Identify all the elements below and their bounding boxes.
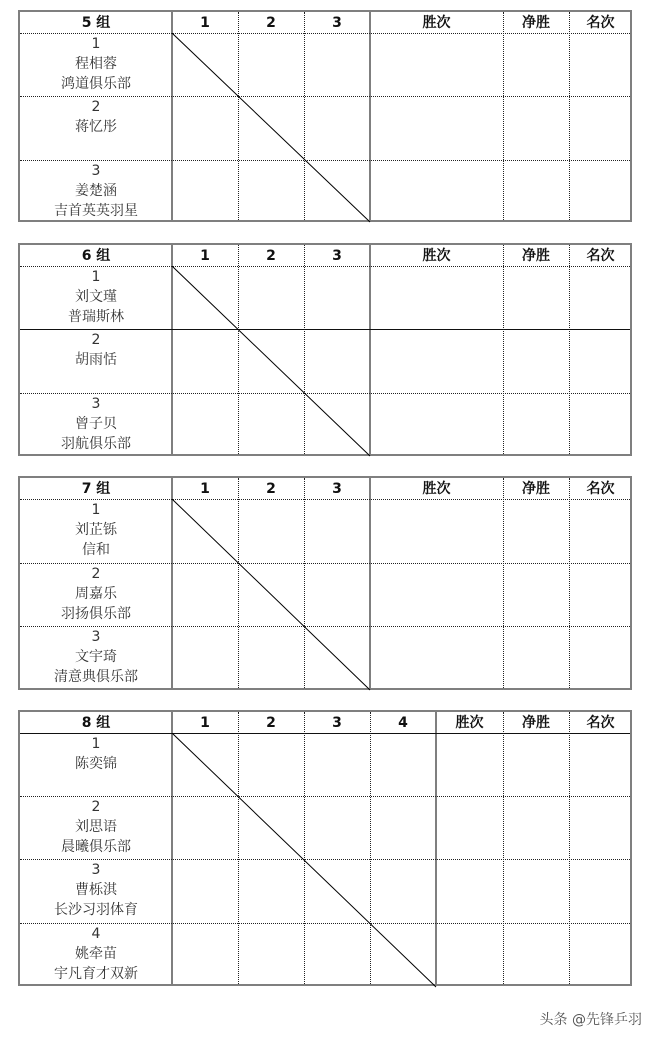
player-row-1 <box>20 500 172 560</box>
player-club: 羽扬俱乐部 <box>61 606 131 622</box>
stat-header-net: 净胜 <box>522 715 550 731</box>
stat-header-net: 净胜 <box>522 481 550 497</box>
col-header-1: 1 <box>200 248 210 264</box>
player-club: 长沙习羽体育 <box>54 902 138 918</box>
player-row-3 <box>20 860 172 920</box>
player-seed: 3 <box>91 862 101 878</box>
group-title: 6 组 <box>81 248 111 264</box>
player-seed: 1 <box>91 502 101 518</box>
player-name: 陈奕锦 <box>75 756 117 772</box>
player-row-2 <box>20 97 172 137</box>
divider <box>569 12 570 220</box>
player-seed: 1 <box>91 736 101 752</box>
col-header-2: 2 <box>266 715 276 731</box>
col-header-3: 3 <box>332 248 342 264</box>
player-club: 羽航俱乐部 <box>61 436 131 452</box>
player-seed: 2 <box>91 799 101 815</box>
group-title: 7 组 <box>81 481 111 497</box>
player-seed: 2 <box>91 566 101 582</box>
watermark-text: 头条 @先锋乒羽 <box>539 1012 642 1028</box>
divider <box>369 245 371 454</box>
player-club: 清意典俱乐部 <box>54 669 138 685</box>
divider <box>238 245 239 454</box>
group-title: 5 组 <box>81 15 111 31</box>
divider <box>304 245 305 454</box>
col-header-3: 3 <box>332 715 342 731</box>
group-table-7 <box>18 476 632 690</box>
player-name: 周嘉乐 <box>75 586 117 602</box>
player-row-2 <box>20 797 172 857</box>
player-seed: 1 <box>91 269 101 285</box>
stat-header-wins: 胜次 <box>455 715 484 731</box>
divider <box>238 12 239 220</box>
col-header-2: 2 <box>266 248 276 264</box>
player-club: 吉首英英羽星 <box>54 203 138 219</box>
player-seed: 2 <box>91 99 101 115</box>
player-name: 程相蓉 <box>75 56 117 72</box>
player-row-1 <box>20 734 172 774</box>
player-row-3 <box>20 161 172 221</box>
player-name: 文宇琦 <box>75 649 117 665</box>
player-name: 蒋忆彤 <box>75 119 117 135</box>
col-header-2: 2 <box>266 15 276 31</box>
divider <box>304 478 305 688</box>
player-name: 姜楚涵 <box>75 183 117 199</box>
diagonal-line <box>172 733 438 989</box>
stat-header-rank: 名次 <box>586 481 615 497</box>
player-name: 刘芷铄 <box>75 522 117 538</box>
player-row-3 <box>20 627 172 687</box>
col-header-3: 3 <box>332 15 342 31</box>
stat-header-wins: 胜次 <box>422 481 451 497</box>
player-name: 曹栎淇 <box>75 882 117 898</box>
stat-header-net: 净胜 <box>522 248 550 264</box>
divider <box>238 478 239 688</box>
divider <box>503 712 504 984</box>
group-table-8 <box>18 710 632 986</box>
col-header-1: 1 <box>200 15 210 31</box>
stat-header-wins: 胜次 <box>422 15 451 31</box>
group-table-5 <box>18 10 632 222</box>
divider <box>369 12 371 220</box>
player-club: 普瑞斯林 <box>68 309 124 325</box>
divider <box>569 478 570 688</box>
player-row-4 <box>20 924 172 984</box>
player-seed: 4 <box>91 926 101 942</box>
divider <box>304 12 305 220</box>
player-seed: 3 <box>91 629 101 645</box>
player-club: 宇凡育才双新 <box>54 966 138 982</box>
diagonal-line <box>172 266 372 458</box>
player-name: 刘思语 <box>75 819 117 835</box>
group-table-6 <box>18 243 632 456</box>
player-name: 刘文瑾 <box>75 289 117 305</box>
divider <box>370 712 371 984</box>
group-title: 8 组 <box>81 715 111 731</box>
player-row-1 <box>20 267 172 327</box>
col-header-1: 1 <box>200 715 210 731</box>
player-club: 信和 <box>82 542 110 558</box>
col-header-2: 2 <box>266 481 276 497</box>
stat-header-net: 净胜 <box>522 15 550 31</box>
player-row-3 <box>20 394 172 454</box>
divider <box>503 478 504 688</box>
player-seed: 2 <box>91 332 101 348</box>
player-name: 曾子贝 <box>75 416 117 432</box>
player-name: 胡雨恬 <box>75 352 117 368</box>
stat-header-wins: 胜次 <box>422 248 451 264</box>
stat-header-rank: 名次 <box>586 15 615 31</box>
col-header-3: 3 <box>332 481 342 497</box>
divider <box>304 712 305 984</box>
diagonal-line <box>172 499 372 691</box>
divider <box>369 478 371 688</box>
player-row-2 <box>20 330 172 370</box>
divider <box>503 245 504 454</box>
divider <box>569 245 570 454</box>
divider <box>503 12 504 220</box>
player-name: 姚牵苗 <box>75 946 117 962</box>
player-seed: 3 <box>91 396 101 412</box>
diagonal-line <box>172 33 372 223</box>
stat-header-rank: 名次 <box>586 248 615 264</box>
player-seed: 3 <box>91 163 101 179</box>
stat-header-rank: 名次 <box>586 715 615 731</box>
divider <box>435 712 437 984</box>
divider <box>238 712 239 984</box>
col-header-1: 1 <box>200 481 210 497</box>
divider <box>569 712 570 984</box>
player-row-2 <box>20 564 172 624</box>
player-club: 晨曦俱乐部 <box>61 839 131 855</box>
player-seed: 1 <box>91 36 101 52</box>
player-club: 鸿道俱乐部 <box>61 76 131 92</box>
col-header-4: 4 <box>398 715 408 731</box>
player-row-1 <box>20 34 172 94</box>
